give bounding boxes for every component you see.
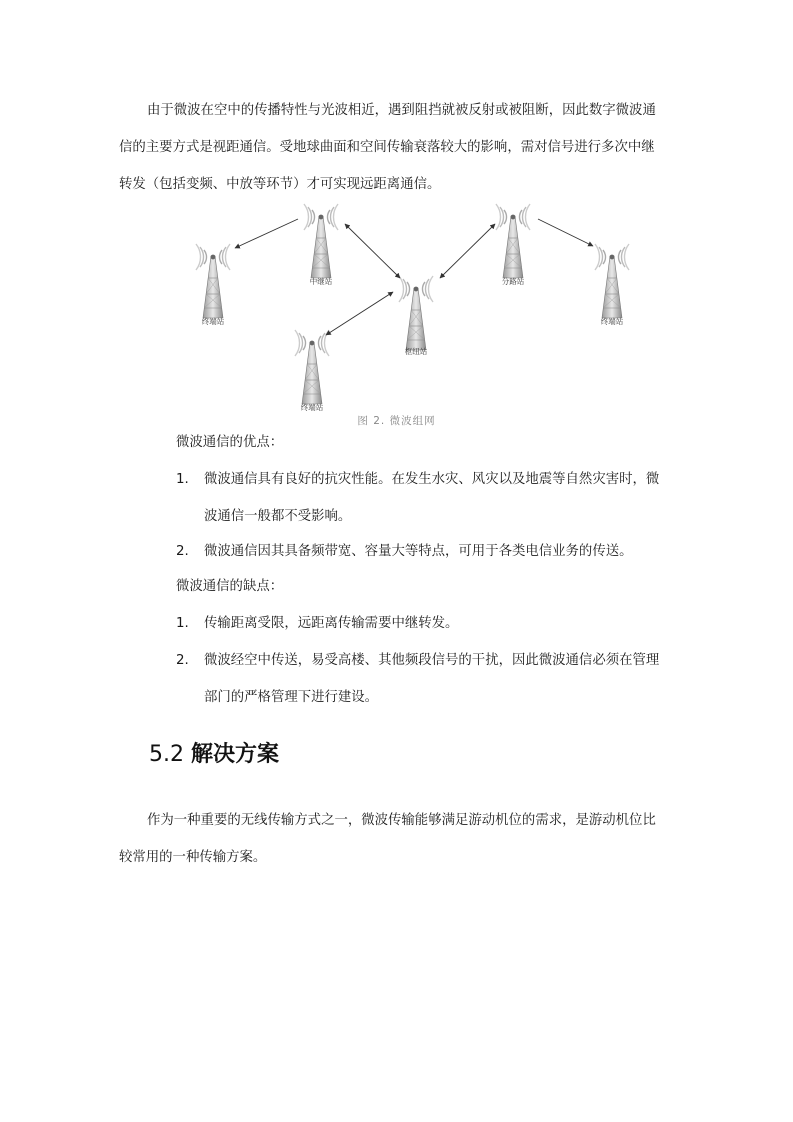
list-item-text: 波通信一般都不受影响。 bbox=[204, 509, 352, 524]
list-item-text: 微波通信具有良好的抗灾性能。在发生水灾、风灾以及地震等自然灾害时，微 bbox=[204, 472, 660, 487]
section-heading bbox=[149, 738, 279, 772]
section-title: 解决方案 bbox=[191, 742, 280, 767]
section-number: 5.2 bbox=[149, 742, 184, 767]
list-item-text: 微波通信因其具备频带宽、容量大等特点，可用于各类电信业务的传送。 bbox=[204, 544, 633, 559]
terminal-station-bottom-tower bbox=[295, 330, 329, 404]
list-number: 2. bbox=[176, 544, 189, 559]
disadvantage-item-1 bbox=[176, 605, 676, 642]
label-relay: 中继站 bbox=[309, 277, 333, 286]
intro-line-2: 信的主要方式是视距通信。受地球曲面和空间传输衰落较大的影响，需对信号进行多次中继 bbox=[119, 140, 655, 155]
solution-line-1: 作为一种重要的无线传输方式之一，微波传输能够满足游动机位的需求，是游动机位比 bbox=[147, 813, 656, 828]
disadvantage-item-2 bbox=[176, 642, 676, 716]
label-terminal-right: 终端站 bbox=[600, 317, 624, 326]
list-item-text: 传输距离受限，远距离传输需要中继转发。 bbox=[204, 616, 459, 631]
advantages-title: 微波通信的优点： bbox=[176, 435, 284, 450]
advantage-item-2 bbox=[176, 533, 676, 570]
label-terminal-left: 终端站 bbox=[201, 317, 225, 326]
terminal-station-left-tower bbox=[196, 244, 230, 318]
advantage-item-1 bbox=[176, 461, 676, 535]
microwave-network-diagram bbox=[188, 200, 638, 418]
solution-line-2: 较常用的一种传输方案。 bbox=[119, 850, 267, 865]
intro-paragraph bbox=[119, 92, 675, 203]
label-hub: 枢纽站 bbox=[404, 347, 428, 356]
label-branch: 分路站 bbox=[501, 277, 525, 286]
terminal-station-right-tower bbox=[595, 244, 629, 318]
solution-paragraph bbox=[119, 802, 675, 876]
link-hub-branch bbox=[440, 224, 495, 278]
branch-station-tower bbox=[496, 204, 530, 278]
disadvantages-title: 微波通信的缺点： bbox=[176, 579, 284, 594]
intro-line-3: 转发（包括变频、中放等环节）才可实现远距离通信。 bbox=[119, 177, 441, 192]
intro-line-1: 由于微波在空中的传播特性与光波相近，遇到阻挡就被反射或被阻断，因此数字微波通 bbox=[147, 103, 656, 118]
list-item-text: 部门的严格管理下进行建设。 bbox=[204, 690, 379, 705]
link-relay-to-terminal-left bbox=[235, 219, 298, 248]
list-item-text: 微波经空中传送，易受高楼、其他频段信号的干扰，因此微波通信必须在管理 bbox=[204, 653, 660, 668]
list-number: 1. bbox=[176, 616, 189, 631]
link-relay-hub bbox=[345, 224, 400, 278]
relay-station-tower bbox=[304, 204, 338, 278]
figure-caption: 图 2. 微波组网 bbox=[357, 415, 436, 427]
link-branch-to-terminal-right bbox=[538, 219, 593, 246]
list-number: 2. bbox=[176, 653, 189, 668]
link-terminal-bottom-hub bbox=[326, 292, 393, 335]
list-number: 1. bbox=[176, 472, 189, 487]
hub-station-tower bbox=[399, 276, 433, 350]
label-terminal-bottom: 终端站 bbox=[300, 403, 324, 412]
